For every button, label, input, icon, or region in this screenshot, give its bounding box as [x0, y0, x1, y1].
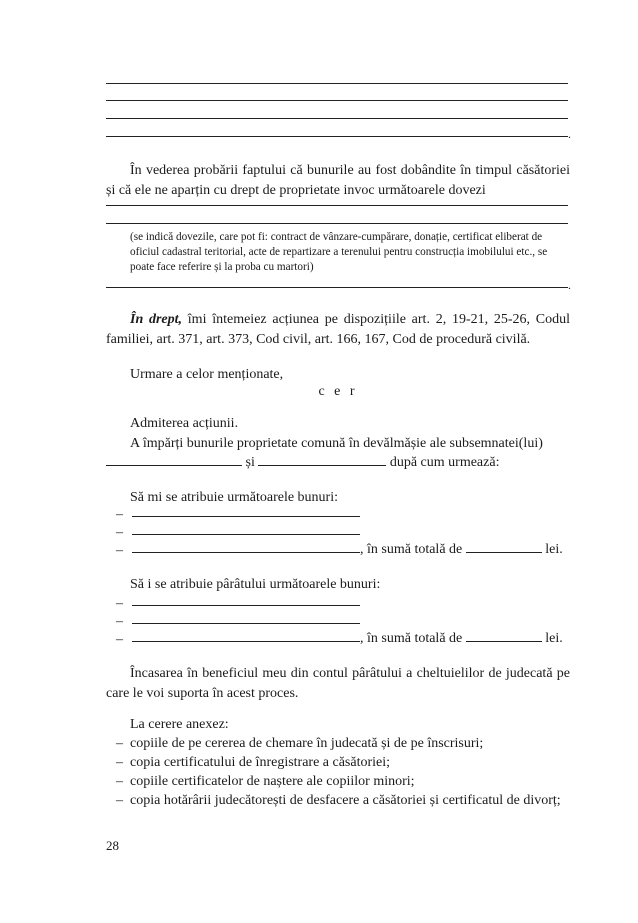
item-blank-4: [132, 592, 360, 606]
para-dovezi: În vederea probării faptului că bunurile au fost dobândite în timpul căsătoriei și că ele ne aparțin cu drept de proprietate invoc următoarele dovezi: [106, 163, 570, 198]
dash-6: –: [116, 632, 123, 647]
item-line-5: [132, 610, 360, 630]
lei-label-2: lei.: [545, 631, 563, 646]
period-mark-1: .: [568, 127, 571, 141]
blank-line-7: [106, 287, 568, 288]
anexa-item-4: copia hotărârii judecătorești de desfacere a căsătoriei și certificatul de divorț;: [130, 793, 561, 808]
dash-5: –: [116, 614, 123, 629]
drept-bold: În drept,: [130, 312, 183, 327]
anexa-dash-2: –: [116, 755, 123, 770]
dupa-cum-label: după cum urmează:: [389, 455, 500, 470]
para-atribuie-parat: Să i se atribuie pârâtului următoarele bunuri:: [130, 577, 381, 592]
dash-2: –: [116, 525, 123, 540]
item-blank-3: [132, 539, 360, 553]
period-mark-2: .: [568, 278, 571, 292]
para-atribuie-mie: Să mi se atribuie următoarele bunuri:: [130, 490, 338, 505]
blank-line-4: [106, 136, 568, 137]
anexa-dash-4: –: [116, 793, 123, 808]
anexa-dash-1: –: [116, 736, 123, 751]
item-blank-6: [132, 628, 360, 642]
name-blank-1: [106, 452, 242, 466]
note-dovezi: (se indică dovezile, care pot fi: contract de vânzare-cumpărare, donație, certificat eliberat de oficiul cadastral teritorial, acte de repartizare a terenului pentru construcția imobilului etc., se poate face referire și la proba cu martori): [130, 231, 548, 273]
blank-line-6: [106, 223, 568, 224]
para-admiterea: Admiterea acțiunii.: [130, 416, 239, 431]
cer-heading: c e r: [318, 384, 358, 399]
suma-blank-2: [466, 628, 542, 642]
item-blank-2: [132, 521, 360, 535]
item-line-6: [132, 628, 563, 648]
anexa-item-3: copiile certificatelor de naștere ale copiilor minori;: [130, 774, 415, 789]
page-number: 28: [106, 838, 119, 853]
dash-3: –: [116, 543, 123, 558]
blank-line-2: [106, 100, 568, 101]
anexa-dash-3: –: [116, 774, 123, 789]
blank-line-1: [106, 83, 568, 84]
suma-label-1: , în sumă totală de: [360, 542, 463, 557]
anexa-item-1: copiile de pe cererea de chemare în judecată și de pe înscrisuri;: [130, 736, 484, 751]
si-label: și: [245, 455, 255, 470]
drept-rest: îmi întemeiez acțiunea pe dispozițiile art. 2, 19-21, 25-26, Codul familiei, art. 371, art. 373, Cod civil, art. 166, 167, Cod de procedură civilă.: [106, 312, 570, 347]
para-impartire: A împărți bunurile proprietate comună în devălmășie ale subsemnatei(lui): [130, 436, 543, 451]
dash-4: –: [116, 596, 123, 611]
lei-label-1: lei.: [545, 542, 563, 557]
suma-label-2: , în sumă totală de: [360, 631, 463, 646]
names-line: [106, 452, 499, 472]
item-blank-1: [132, 503, 360, 517]
para-urmare: Urmare a celor menționate,: [130, 367, 284, 382]
item-line-3: [132, 539, 563, 559]
anexa-item-2: copia certificatului de înregistrare a căsătoriei;: [130, 755, 391, 770]
para-incasarea: Încasarea în beneficiul meu din contul pârâtului a cheltuielilor de judecată pe care le voi suporta în acest proces.: [106, 666, 570, 701]
item-line-2: [132, 521, 360, 541]
item-line-4: [132, 592, 360, 612]
item-line-1: [132, 503, 360, 523]
para-anexez: La cerere anexez:: [130, 717, 229, 732]
blank-line-3: [106, 118, 568, 119]
item-blank-5: [132, 610, 360, 624]
dash-1: –: [116, 507, 123, 522]
name-blank-2: [258, 452, 386, 466]
para-drept: [106, 310, 570, 350]
suma-blank-1: [466, 539, 542, 553]
blank-line-5: [106, 205, 568, 206]
